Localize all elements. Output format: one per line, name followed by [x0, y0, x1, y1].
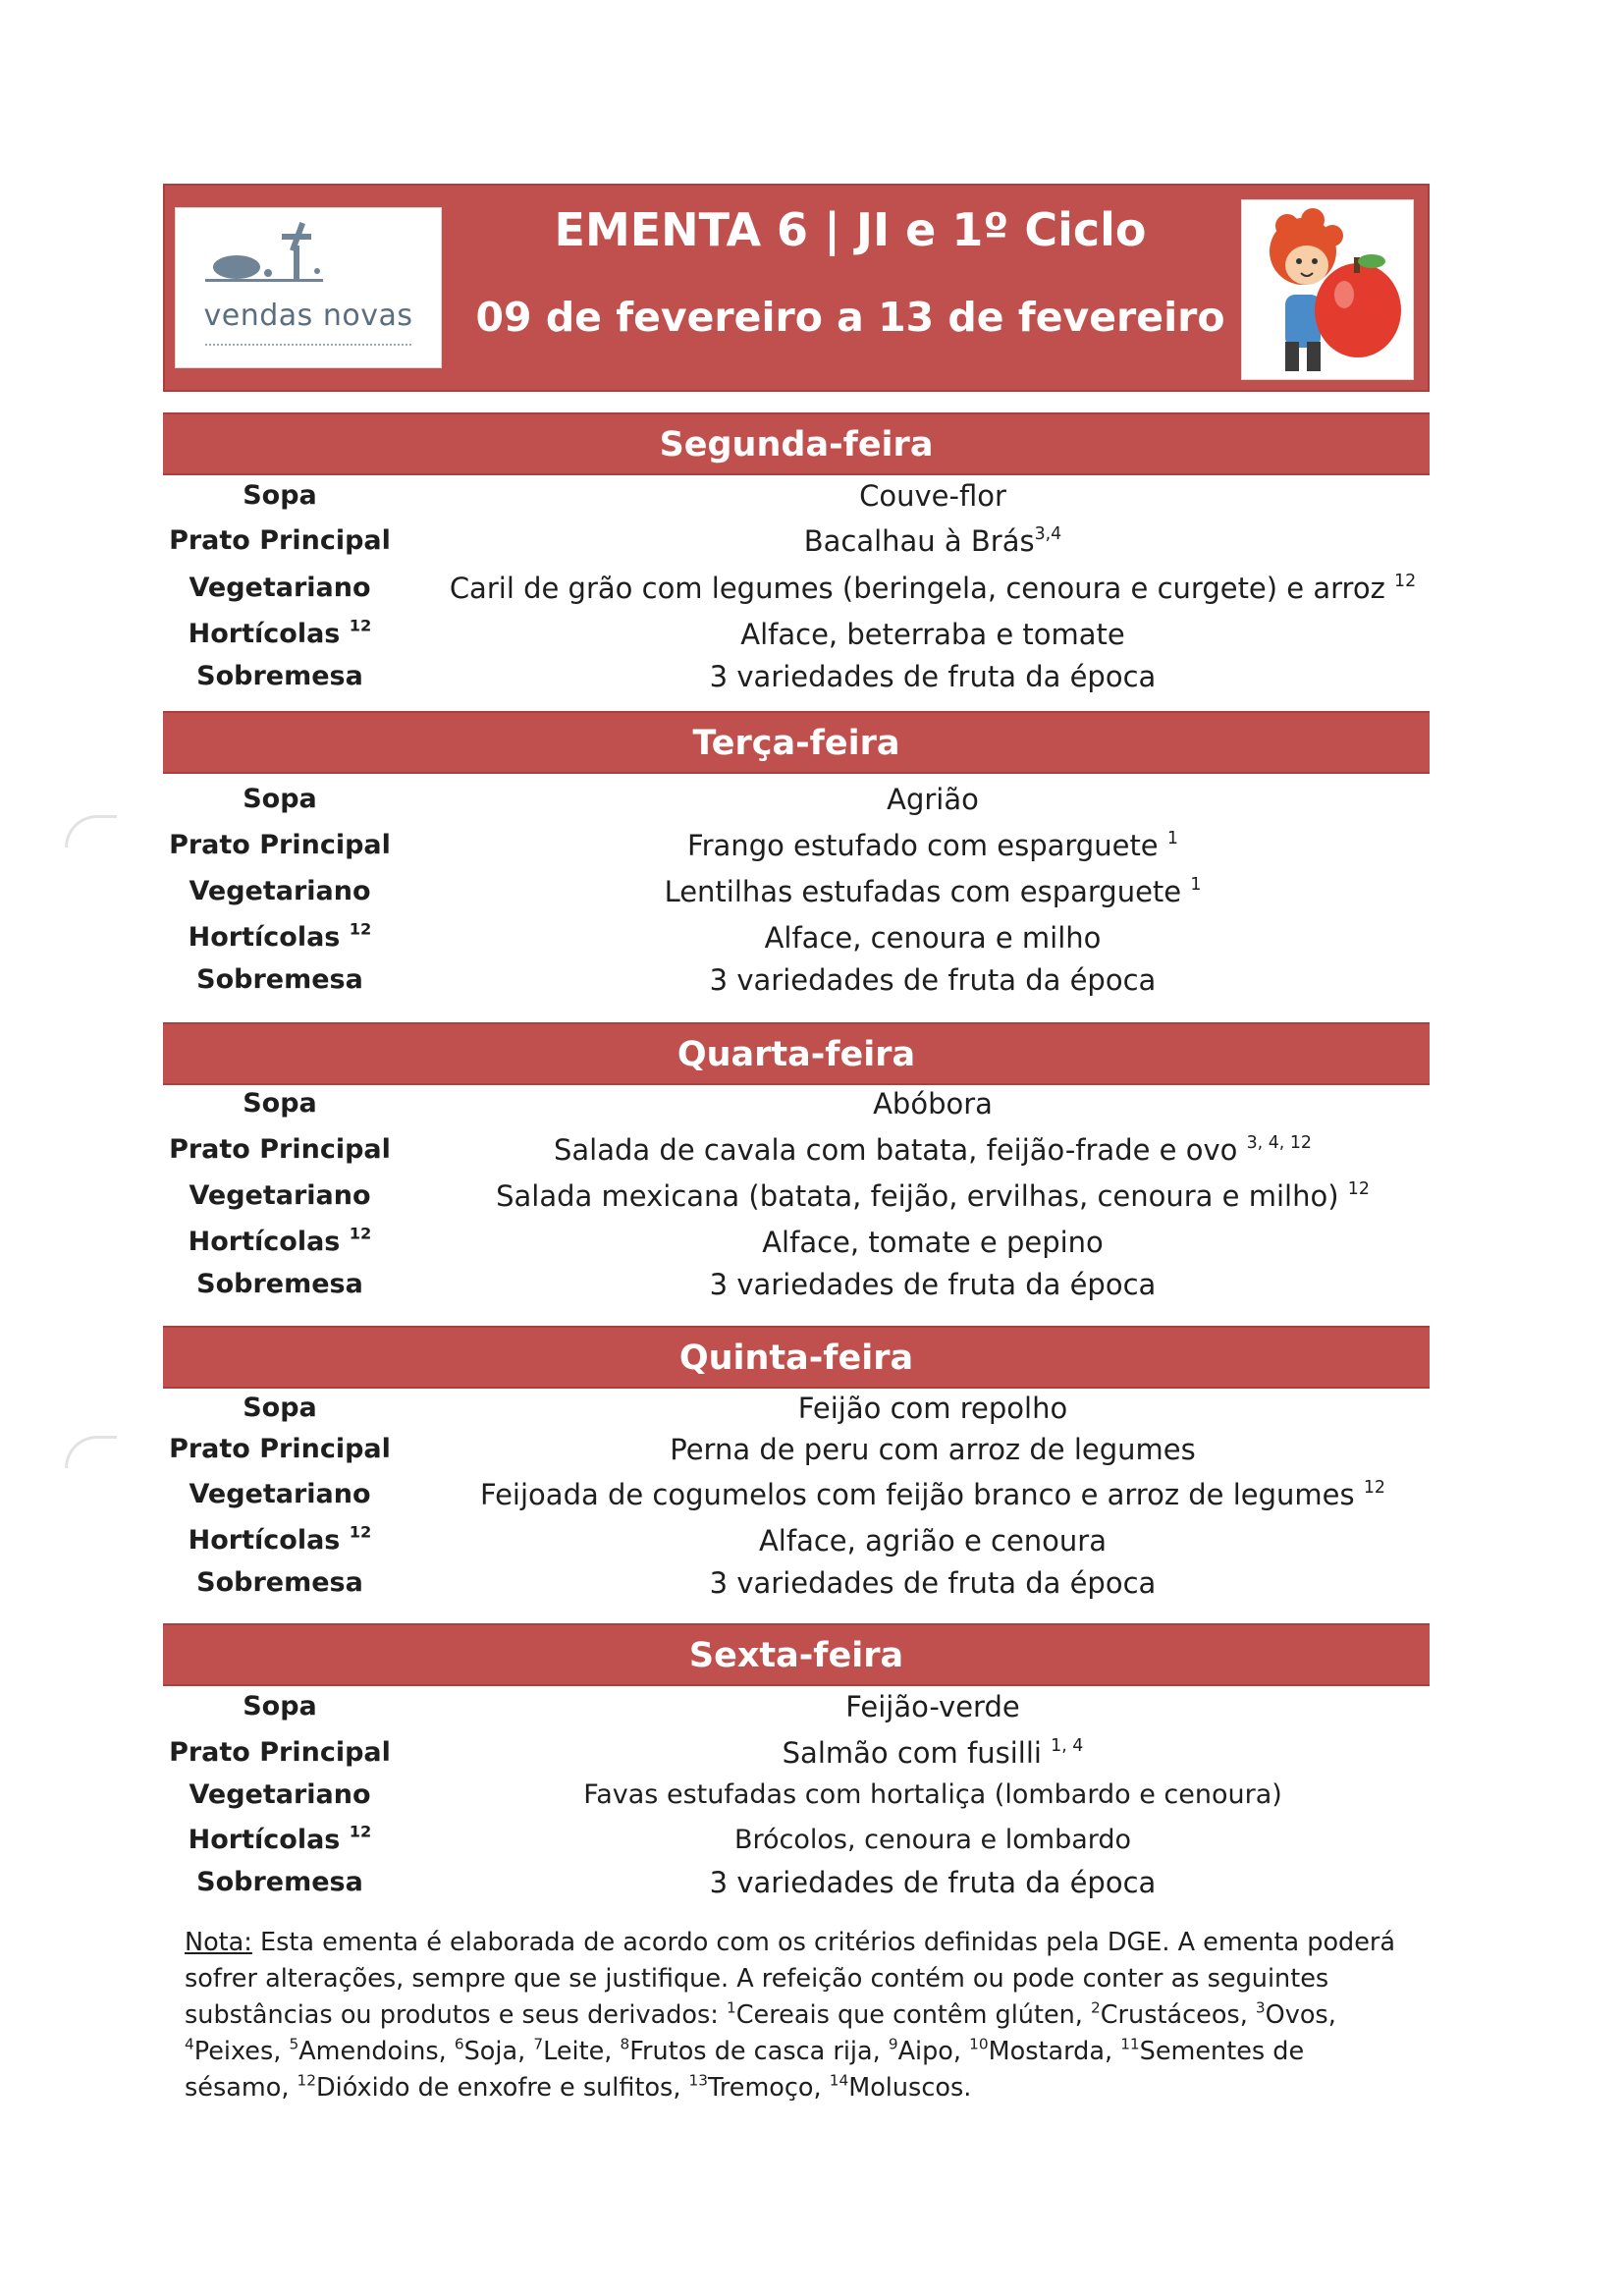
- allergen-item: $^7$Leite,: [533, 2035, 613, 2066]
- row-value: Lentilhas estufadas com esparguete $^1$: [664, 874, 1202, 908]
- allergen-ref: 3,4: [1034, 523, 1062, 544]
- logo-wordmark: vendas novas: [203, 299, 413, 333]
- menu-row-horticolas: [147, 914, 1453, 961]
- row-value: 3 variedades de fruta da época: [709, 1268, 1157, 1301]
- allergen-ref: 12: [1363, 1477, 1385, 1498]
- row-label: Vegetariano: [189, 573, 371, 603]
- allergen-item: $^{10}$Mostarda,: [969, 2035, 1113, 2066]
- allergen-item: $^{12}$Dióxido de enxofre e sulfitos,: [297, 2071, 681, 2103]
- row-label: Sopa: [243, 480, 317, 511]
- menu-row-sopa: [147, 472, 1453, 519]
- note-intro: Esta ementa é elaborada de acordo com os critérios definidas pela DGE. A ementa poderá sofrer alterações, sempre que se justifique. A refeição contém ou pode conter as seguintes substâncias ou produtos e seus derivados:: [185, 1928, 1396, 2030]
- allergen-item: $^{13}$Tremoço,: [688, 2071, 822, 2103]
- menu-row-prato: [147, 1126, 1453, 1174]
- row-value: Bacalhau à Brás$^{3,4}$: [803, 523, 1062, 558]
- allergen-ref: 12: [1347, 1178, 1370, 1199]
- row-value: Alface, tomate e pepino: [762, 1226, 1104, 1259]
- allergen-item: $^4$Peixes,: [185, 2035, 282, 2066]
- row-label: Prato Principal: [169, 830, 391, 860]
- mascot-image: [1241, 199, 1414, 380]
- row-label: Hortícolas $^{12}$: [188, 616, 372, 649]
- menu-row-sopa: [147, 776, 1453, 823]
- row-label: Sobremesa: [196, 964, 363, 995]
- allergen-item: $^9$Aipo,: [888, 2035, 962, 2066]
- allergen-item: $^8$Frutos de casca rija,: [620, 2035, 881, 2066]
- row-label: Prato Principal: [169, 1134, 391, 1165]
- row-value: Feijão com repolho: [797, 1392, 1068, 1425]
- logo-tagline-decoration: [205, 344, 411, 349]
- row-value: Abóbora: [873, 1087, 993, 1121]
- menu-date-range: 09 de fevereiro a 13 de fevereiro: [475, 294, 1225, 341]
- menu-row-horticolas: [147, 1219, 1453, 1266]
- row-label: Vegetariano: [189, 876, 371, 906]
- row-label: Vegetariano: [189, 1479, 371, 1509]
- windmill-landscape-icon: [195, 216, 333, 295]
- menu-row-sobremesa: [147, 1859, 1453, 1906]
- row-label: Sobremesa: [196, 1567, 363, 1598]
- row-label: Prato Principal: [169, 1737, 391, 1768]
- allergen-item: $^2$Crustáceos,: [1091, 1998, 1248, 2030]
- row-value: 3 variedades de fruta da época: [709, 1866, 1157, 1899]
- scan-artifact: [65, 815, 117, 847]
- row-label: Vegetariano: [189, 1180, 371, 1211]
- allergen-ref: 3, 4, 12: [1246, 1132, 1312, 1153]
- row-value: Perna de peru com arroz de legumes: [670, 1433, 1196, 1466]
- allergen-note: [185, 1925, 1402, 2106]
- row-label: Hortícolas $^{12}$: [188, 1224, 372, 1257]
- row-label: Hortícolas $^{12}$: [188, 1822, 372, 1855]
- row-value: 3 variedades de fruta da época: [709, 660, 1157, 693]
- allergen-ref: 1: [1166, 828, 1178, 848]
- row-label: Prato Principal: [169, 1434, 391, 1464]
- row-value: Alface, cenoura e milho: [764, 921, 1102, 955]
- row-label: Hortícolas $^{12}$: [188, 919, 372, 953]
- row-value: Frango estufado com esparguete $^1$: [687, 828, 1178, 862]
- note-label: Nota:: [185, 1928, 252, 1957]
- allergen-item: $^{11}$Sementes de sésamo,: [185, 2035, 1305, 2103]
- menu-row-sobremesa: [147, 1559, 1453, 1607]
- menu-row-horticolas: [147, 611, 1453, 658]
- row-value: Salada mexicana (batata, feijão, ervilhas, cenoura e milho) $^{12}$: [496, 1178, 1370, 1213]
- menu-row-sobremesa: [147, 653, 1453, 700]
- row-label: Vegetariano: [189, 1779, 371, 1810]
- row-value: Favas estufadas com hortaliça (lombardo e cenoura): [583, 1779, 1282, 1810]
- day-header-friday: Sexta-feira: [163, 1623, 1430, 1686]
- allergen-ref: 12: [1394, 571, 1417, 591]
- row-value: Feijoada de cogumelos com feijão branco e arroz de legumes $^{12}$: [480, 1477, 1385, 1511]
- menu-row-vegetariano: [147, 1471, 1453, 1518]
- menu-header: [163, 184, 1430, 392]
- row-label: Sobremesa: [196, 1867, 363, 1897]
- scan-artifact: [65, 1436, 117, 1468]
- row-label: Sobremesa: [196, 661, 363, 691]
- row-value: Alface, beterraba e tomate: [740, 618, 1125, 651]
- menu-row-sobremesa: [147, 1261, 1453, 1308]
- allergen-ref: 1: [1190, 874, 1202, 895]
- menu-row-prato: [147, 1729, 1453, 1777]
- menu-row-prato: [147, 822, 1453, 869]
- child-with-apple-icon: [1242, 200, 1413, 379]
- menu-row-prato: [147, 518, 1453, 565]
- menu-row-horticolas: [147, 1817, 1453, 1864]
- row-value: Feijão-verde: [845, 1690, 1020, 1723]
- menu-row-sopa: [147, 1080, 1453, 1127]
- menu-title: EMENTA 6 | JI e 1º Ciclo: [554, 203, 1147, 256]
- menu-row-sobremesa: [147, 957, 1453, 1004]
- menu-row-vegetariano: [147, 868, 1453, 915]
- allergen-item: $^6$Soja,: [454, 2035, 526, 2066]
- row-value: Agrião: [887, 783, 979, 816]
- row-value: 3 variedades de fruta da época: [709, 1566, 1157, 1600]
- allergen-item: $^3$Ovos,: [1255, 1998, 1336, 2030]
- day-header-thursday: Quinta-feira: [163, 1326, 1430, 1389]
- allergen-item: $^{14}$Moluscos.: [829, 2071, 972, 2103]
- menu-row-vegetariano: [147, 565, 1453, 612]
- menu-row-sopa: [147, 1385, 1453, 1432]
- row-value: Salada de cavala com batata, feijão-frade e ovo $^{3, 4, 12}$: [554, 1132, 1312, 1167]
- allergen-ref: 1, 4: [1051, 1735, 1084, 1756]
- menu-row-horticolas: [147, 1517, 1453, 1564]
- row-label: Sopa: [243, 1088, 317, 1119]
- menu-row-vegetariano: [147, 1772, 1453, 1819]
- menu-row-vegetariano: [147, 1173, 1453, 1220]
- allergen-item: $^1$Cereais que contêm glúten,: [727, 1998, 1083, 2030]
- row-value: Alface, agrião e cenoura: [758, 1524, 1108, 1558]
- row-label: Sopa: [243, 1691, 317, 1722]
- row-label: Sobremesa: [196, 1269, 363, 1299]
- row-label: Sopa: [243, 1393, 317, 1423]
- row-label: Sopa: [243, 784, 317, 814]
- row-value: Caril de grão com legumes (beringela, cenoura e curgete) e arroz $^{12}$: [449, 571, 1417, 605]
- row-value: 3 variedades de fruta da época: [709, 963, 1157, 997]
- day-header-tuesday: Terça-feira: [163, 711, 1430, 774]
- menu-row-prato: [147, 1426, 1453, 1473]
- allergen-item: $^5$Amendoins,: [289, 2035, 447, 2066]
- row-label: Hortícolas $^{12}$: [188, 1522, 372, 1556]
- row-value: Brócolos, cenoura e lombardo: [733, 1825, 1132, 1855]
- day-header-monday: Segunda-feira: [163, 412, 1430, 475]
- row-value: Salmão com fusilli $^{1, 4}$: [782, 1735, 1084, 1770]
- row-label: Prato Principal: [169, 525, 391, 556]
- municipality-logo: [175, 207, 442, 368]
- menu-row-sopa: [147, 1683, 1453, 1730]
- day-header-wednesday: Quarta-feira: [163, 1022, 1430, 1085]
- row-value: Couve-flor: [859, 479, 1006, 513]
